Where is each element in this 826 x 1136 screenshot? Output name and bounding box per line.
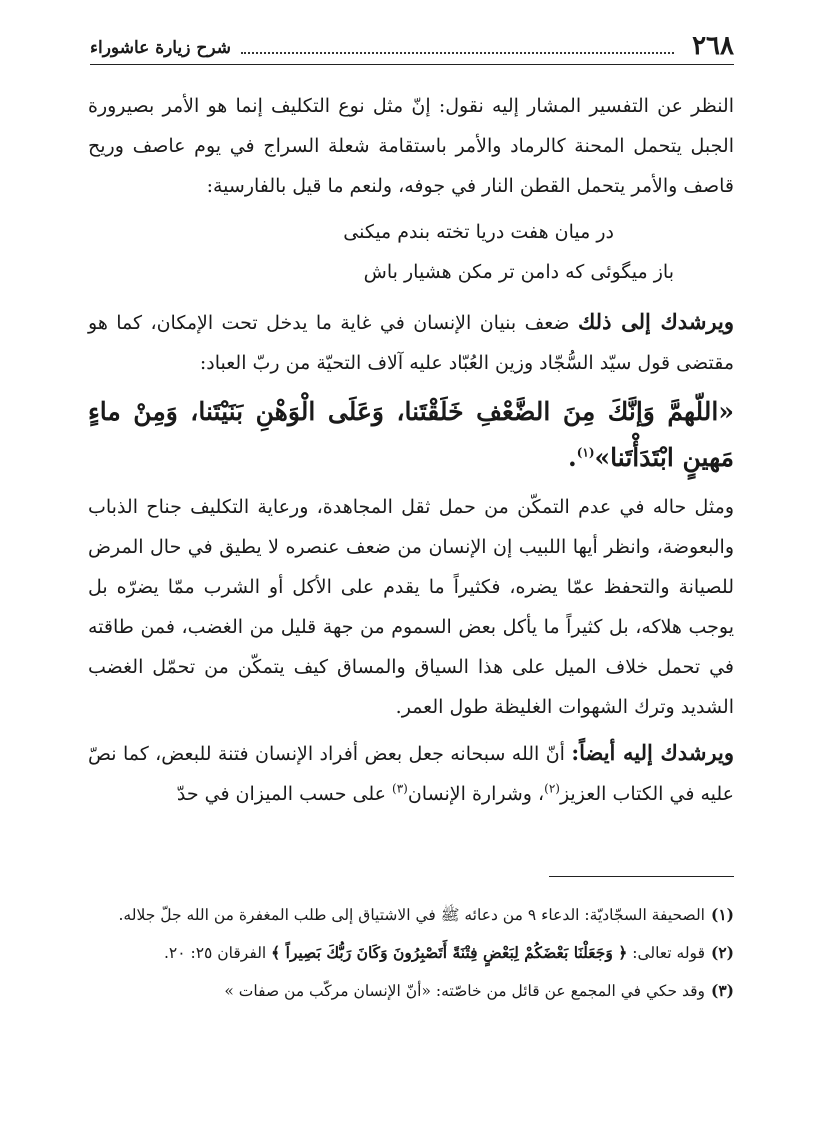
paragraph-4	[88, 733, 734, 814]
paragraph-4-lead: ويرشدك إليه أيضاً:	[571, 740, 734, 765]
dua-text: «اللّهمَّ وَإنَّكَ مِنَ الضَّعْفِ خَلَقْتَنا، وَعَلَى الْوَهْنِ بَنَيْتَنا، وَمِنْ ماءٍ مَهينٍ ابْتَدَأْتَنا»	[88, 397, 734, 472]
dua-quote: «اللّهمَّ وَإنَّكَ مِنَ الضَّعْفِ خَلَقْتَنا، وَعَلَى الْوَهْنِ بَنَيْتَنا، وَمِنْ ماءٍ مَهينٍ ابْتَدَأْتَنا»$^{(١)}$.	[88, 397, 734, 472]
paragraph-2	[88, 302, 734, 383]
footnote-2	[88, 936, 734, 970]
footnote-3-number: (٣)	[710, 981, 734, 1000]
footnote-1-text: الصحيفة السجّاديّة: الدعاء ٩ من دعائه ﷺ في الاشتياق إلى طلب المغفرة من الله جلّ جلاله.	[118, 906, 705, 924]
persian-poem	[88, 212, 734, 292]
paragraph-2-lead: ويرشدك إلى ذلك	[577, 309, 734, 334]
footnote-1-number: (١)	[710, 905, 734, 924]
paragraph-3: ومثل حاله في عدم التمكّن من حمل ثقل المجاهدة، ورعاية التكليف جناح الذباب والبعوضة، وانظر أيها اللبيب إن الإنسان من ضعف عنصره لا يطيق في حال المرض للصيانة والتحفظ عمّا يضره، فكثيراً ما يقدم على الأكل أو الشرب ممّا يضرّه بل يوجب هلاكه، بل كثيراً ما يأكل بعض السموم من جهة قليل من الغضب، فمن طاقته في تحمل خلاف الميل على هذا السياق والمساق كيف يتمكّن من تحمّل الغضب الشديد وترك الشهوات الغليظة طول العمر.	[88, 496, 734, 718]
paragraph-4-text-3: على حسب الميزان في حدّ	[176, 783, 392, 805]
poem-line-2: باز ميگوئى كه دامن تر مكن هشيار باش	[363, 261, 674, 283]
paragraph-2-text: ضعف بنيان الإنسان في غاية ما يدخل تحت الإمكان، كما هو مقتضى قول سيّد السُّجّاد وزين العُبّاد عليه آلاف التحيّة من ربّ العباد:	[88, 312, 734, 374]
footnote-2-number: (٢)	[710, 943, 734, 962]
paragraph-4-text-2: ، وشرارة الإنسان	[407, 783, 545, 805]
main-text	[88, 86, 734, 820]
page-number: ٢٦٨	[692, 31, 734, 61]
paragraph-4-text-1: أنّ الله سبحانه جعل بعض أفراد الإنسان فتنة للبعض، كما نصّ عليه في الكتاب العزيز	[88, 743, 734, 805]
poem-line-1: در ميان هفت دريا تخته بندم ميكنى	[343, 221, 614, 243]
footnote-2-quran-verse: ﴿ وَجَعَلْنَا بَعْضَكُمْ لِبَعْضٍ فِتْنَةً أَتَصْبِرُونَ وَكَانَ رَبُّكَ بَصِيراً ﴾	[271, 943, 628, 962]
footnote-3	[88, 974, 734, 1008]
footnote-3-text: وقد حكي في المجمع عن قائل من خاصّته: «أنّ الإنسان مركّب من صفات »	[224, 982, 705, 1000]
footnote-ref-1[interactable]: (١)	[576, 445, 595, 460]
header-dot-leader	[241, 52, 674, 54]
page-header	[90, 28, 734, 65]
running-title: شرح زيارة عاشوراء	[90, 38, 231, 58]
footnote-2-prefix: قوله تعالى:	[627, 944, 705, 962]
footnote-1	[88, 898, 734, 932]
footnote-ref-3[interactable]: (٣)	[392, 781, 408, 796]
footnote-separator	[549, 876, 734, 877]
footnotes	[88, 898, 734, 1012]
footnote-2-citation: الفرقان ٢٥: ٢٠.	[163, 944, 272, 962]
paragraph-1: النظر عن التفسير المشار إليه نقول: إنّ مثل نوع التكليف إنما هو الأمر بصيرورة الجبل يتحمل المحنة كالرماد والأمر باستقامة شعلة السراج في يوم عاصف وريح قاصف والأمر يتحمل القطن النار في جوفه، ولنعم ما قيل بالفارسية:	[88, 95, 734, 197]
footnote-ref-2[interactable]: (٢)	[544, 781, 560, 796]
